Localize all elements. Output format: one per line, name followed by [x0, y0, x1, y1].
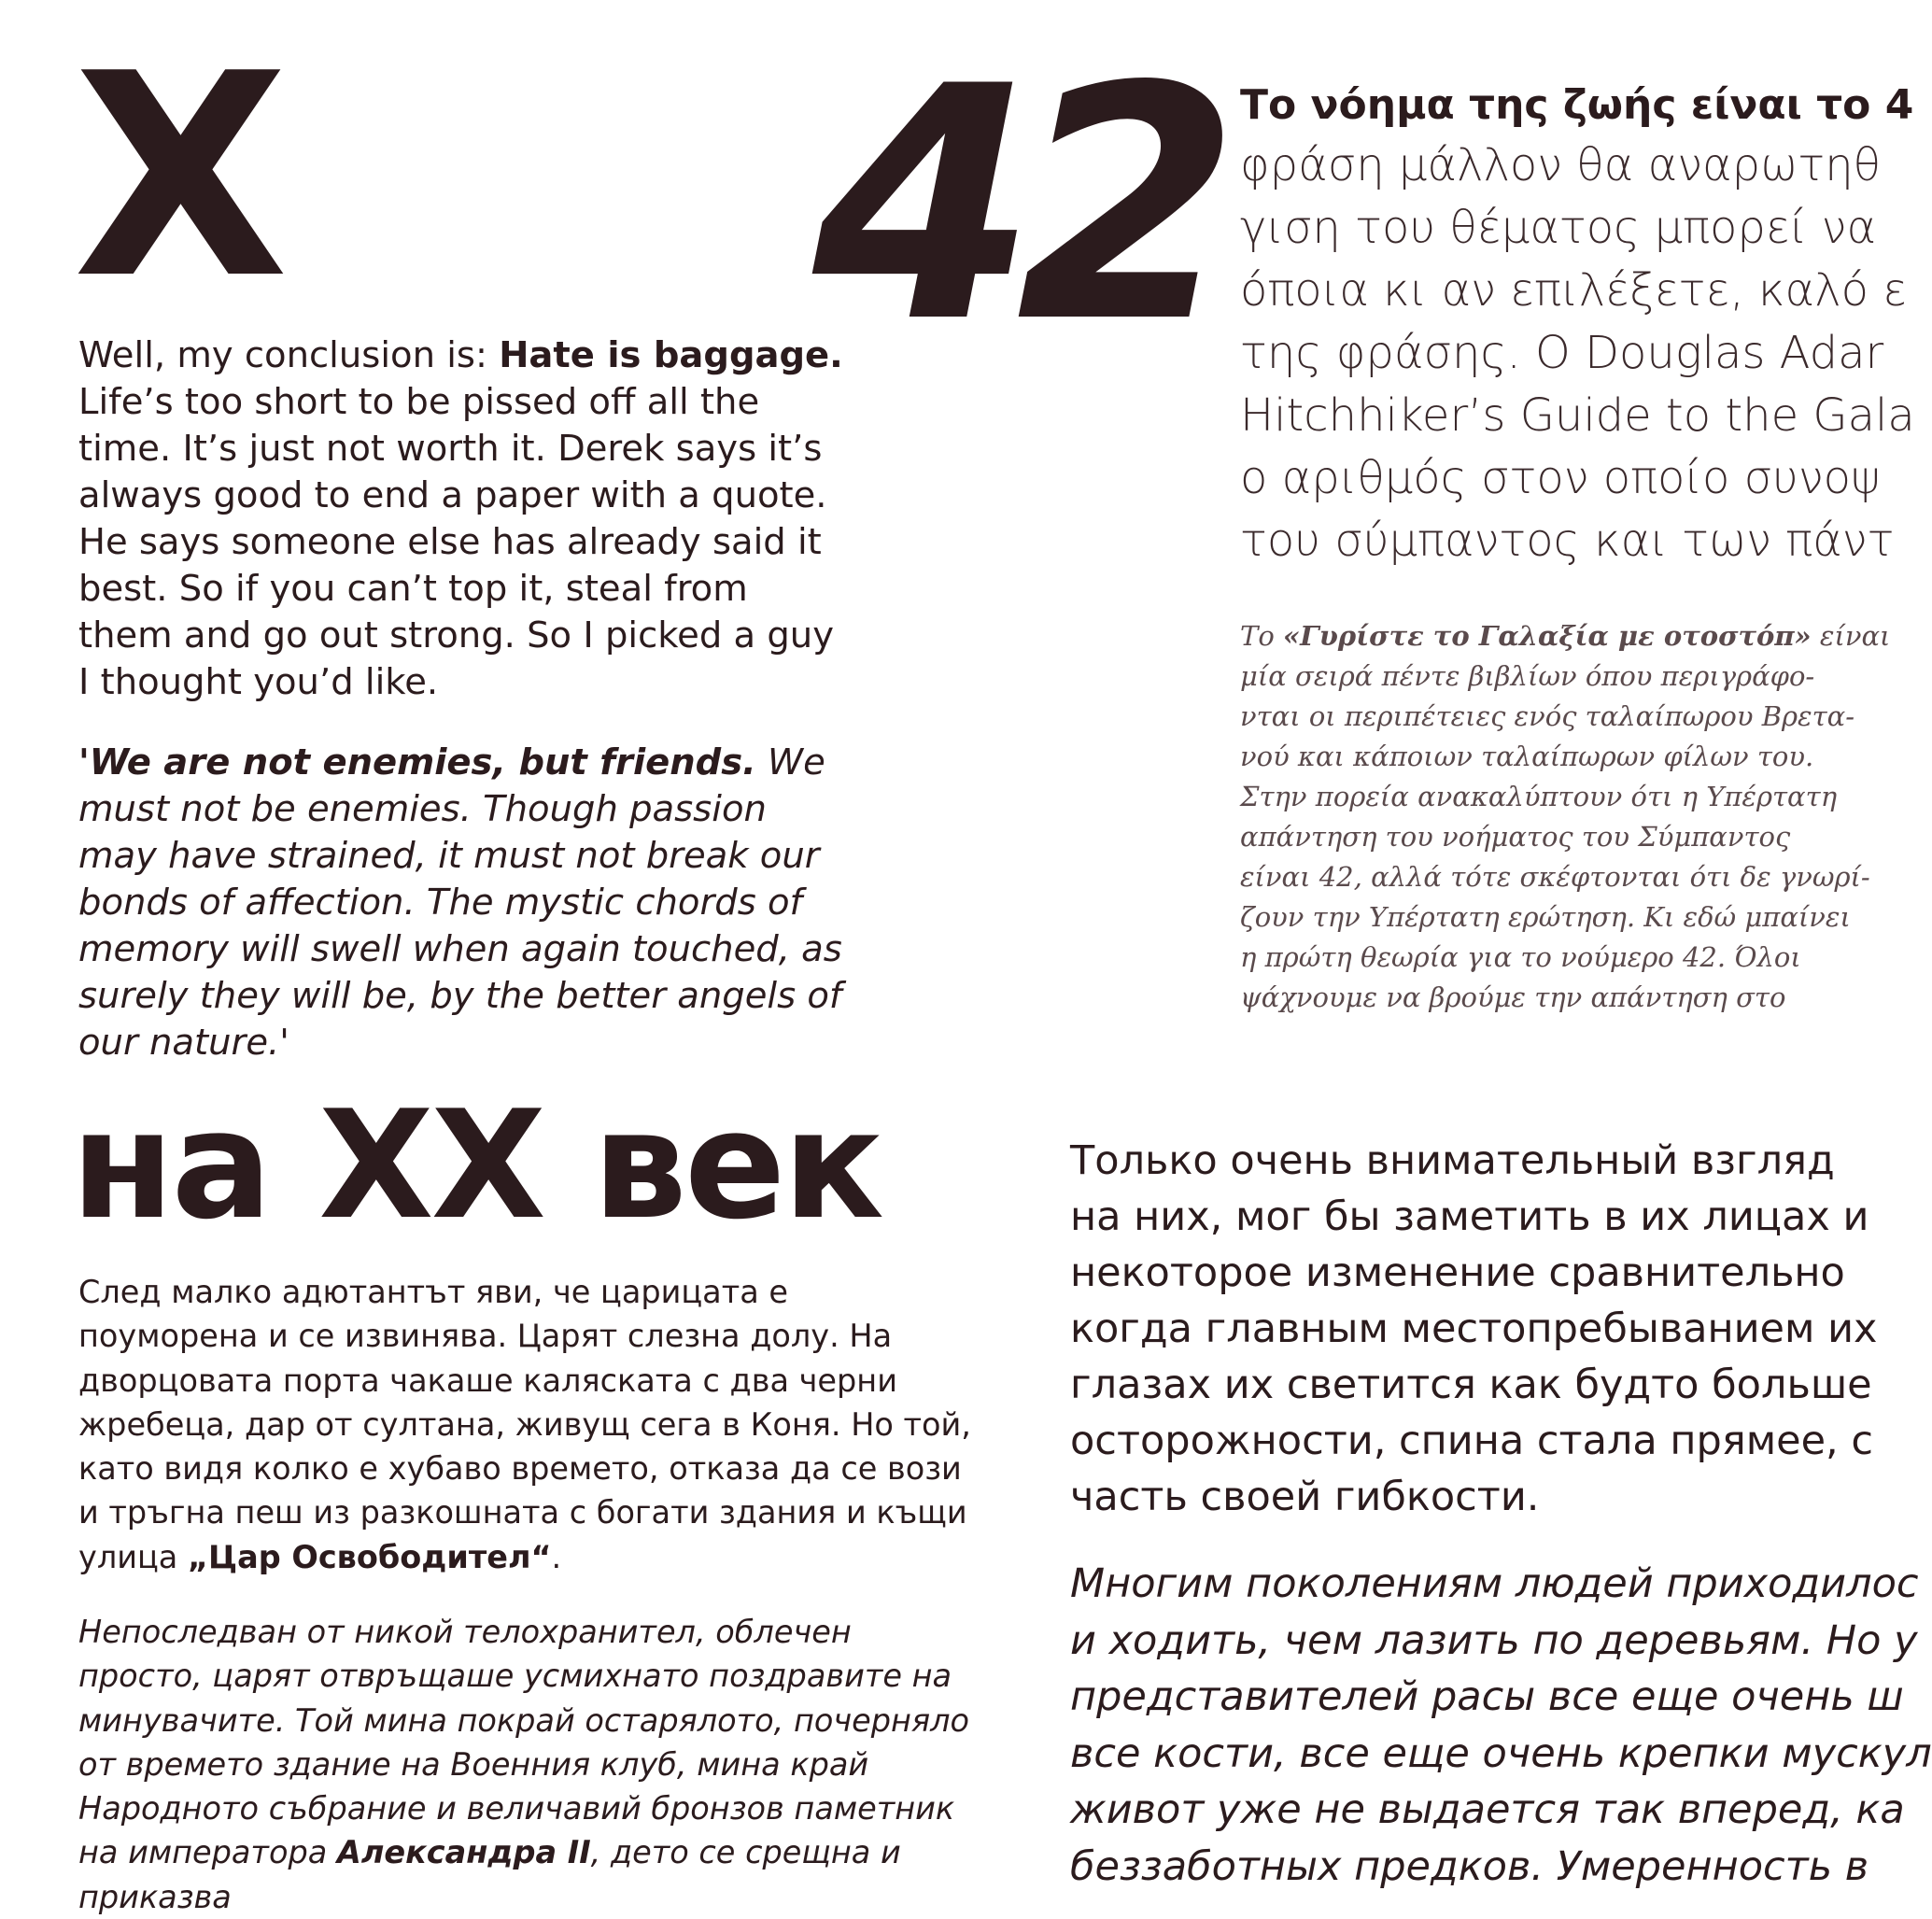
- russian-line: часть своей гибкости.: [1070, 1474, 1540, 1520]
- greek-line: γιση του θέματος μπορεί να: [1240, 202, 1877, 254]
- greek-note-line: είναι 42, αλλά τότε σκέφτονται ότι δε γνωρί-: [1240, 861, 1870, 893]
- russian-line: все кости, все еще очень крепки мускул: [1070, 1729, 1932, 1777]
- bulgarian-p2-bold: Александра II: [336, 1834, 591, 1871]
- greek-line: όποια κι αν επιλέξετε, καλό ε: [1240, 264, 1908, 317]
- english-quote-bold: 'We are not enemies, but friends.: [78, 741, 756, 783]
- greek-note-line: ζουν την Υπέρτατη ερώτηση. Κι εδώ μπαίνει: [1240, 901, 1851, 933]
- bulgarian-p1-text: След малко адютантът яви, че царицата е поуморена и се извинява. Царят слезна долу. На дворцовата порта чакаше каляската с два черни жребеца, дар от султана, живущ сега в Коня. Но той, като видя колко е хубаво времето, отказа да се вози и тръгна пеш из разкошната с богати здания и къщи улица: [78, 1274, 971, 1575]
- greek-body: [1240, 134, 1915, 572]
- display-xx-century: на XX век: [71, 1078, 881, 1252]
- russian-paragraph-2: [1070, 1556, 1932, 1890]
- greek-heading: Το νόημα της ζωής είναι το 4: [1240, 81, 1914, 129]
- russian-line: представителей расы все еще очень ш: [1070, 1673, 1904, 1720]
- greek-note-line: ψάχνουμε να βρούμε την απάντηση στο: [1240, 981, 1786, 1013]
- english-p1-lead: Well, my conclusion is:: [78, 334, 500, 376]
- russian-line: когда главным местопребыванием их: [1070, 1305, 1878, 1352]
- bulgarian-p1-end: .: [551, 1538, 562, 1575]
- russian-line: беззаботных предков. Умеренность в: [1070, 1842, 1869, 1890]
- russian-line: на них, мог бы заметить в их лицах и: [1070, 1193, 1869, 1240]
- greek-line: ο αριθμός στον οποίο συνοψ: [1240, 452, 1881, 504]
- russian-line: Только очень внимательный взгляд: [1070, 1137, 1835, 1184]
- greek-line: του σύμπαντος και των πάντ: [1240, 515, 1895, 567]
- russian-paragraph-1: [1070, 1133, 1878, 1525]
- bulgarian-p2-end: , дето се срещна и приказва: [78, 1834, 901, 1915]
- english-p1-bold: Hate is baggage.: [499, 334, 843, 376]
- greek-note-line: είναι: [1811, 620, 1891, 652]
- russian-line: осторожности, спина стала прямее, с: [1070, 1418, 1874, 1464]
- greek-note-bold: «Γυρίστε το Γαλαξία με οτοστόπ»: [1283, 620, 1812, 652]
- greek-footnote: [1240, 616, 1891, 1018]
- bulgarian-paragraph-1: [78, 1270, 975, 1579]
- english-quote-paragraph: [78, 740, 844, 1066]
- display-number-42: 42: [812, 19, 1220, 393]
- greek-note-line: απάντηση του νοήματος του Σύμπαντος: [1240, 821, 1791, 853]
- greek-line: φράση μάλλον θα αναρωτηθ: [1240, 139, 1882, 191]
- bulgarian-paragraph-2: [78, 1610, 975, 1915]
- greek-note-line: νται οι περιπέτειες ενός ταλαίπωρου Βρετα-: [1240, 700, 1855, 732]
- bulgarian-p2-text: Непоследван от никой телохранител, облечен просто, царят отвръщаше усмихнато поздравите на минувачите. Той мина покрай остарялото, почерняло от времето здание на Военния клуб, мина край Народното събрание и величавий бронзов паметник на императора: [78, 1614, 969, 1871]
- greek-line: Hitchhiker’s Guide to the Gala: [1240, 389, 1915, 442]
- russian-line: и ходить, чем лазить по деревьям. Но у: [1070, 1616, 1918, 1664]
- english-p1-rest: Life’s too short to be pissed off all the time. It’s just not worth it. Derek says it’s always good to end a paper with a quote. He says someone else has already said it best. So if you can’t top it, steal from them and go out strong. So I picked a guy I thought you’d like.: [78, 381, 834, 703]
- russian-line: некоторое изменение сравнительно: [1070, 1249, 1845, 1296]
- greek-line: της φράσης. Ο Douglas Adar: [1240, 327, 1884, 379]
- english-quote-rest: We must not be enemies. Though passion may have strained, it must not break our bonds of affection. The mystic chords of memory will swell when again touched, as surely they will be, by the better angels of our nature.': [78, 741, 842, 1064]
- greek-note-line: μία σειρά πέντε βιβλίων όπου περιγράφο-: [1240, 660, 1815, 692]
- english-paragraph-1: [78, 332, 844, 706]
- greek-note-line: η πρώτη θεωρία για το νούμερο 42. Όλοι: [1240, 941, 1801, 973]
- russian-line: Многим поколениям людей приходилос: [1070, 1560, 1919, 1607]
- display-letter-x: X: [73, 14, 284, 340]
- greek-note-lead: Το: [1240, 620, 1284, 652]
- russian-line: живот уже не выдается так вперед, ка: [1070, 1786, 1905, 1833]
- greek-note-line: νού και κάποιων ταλαίπωρων φίλων του.: [1240, 741, 1814, 772]
- bulgarian-p1-bold: „Цар Освободител“: [188, 1538, 552, 1575]
- russian-line: глазах их светится как будто больше: [1070, 1362, 1872, 1408]
- greek-note-line: Στην πορεία ανακαλύπτουν ότι η Υπέρτατη: [1240, 781, 1838, 812]
